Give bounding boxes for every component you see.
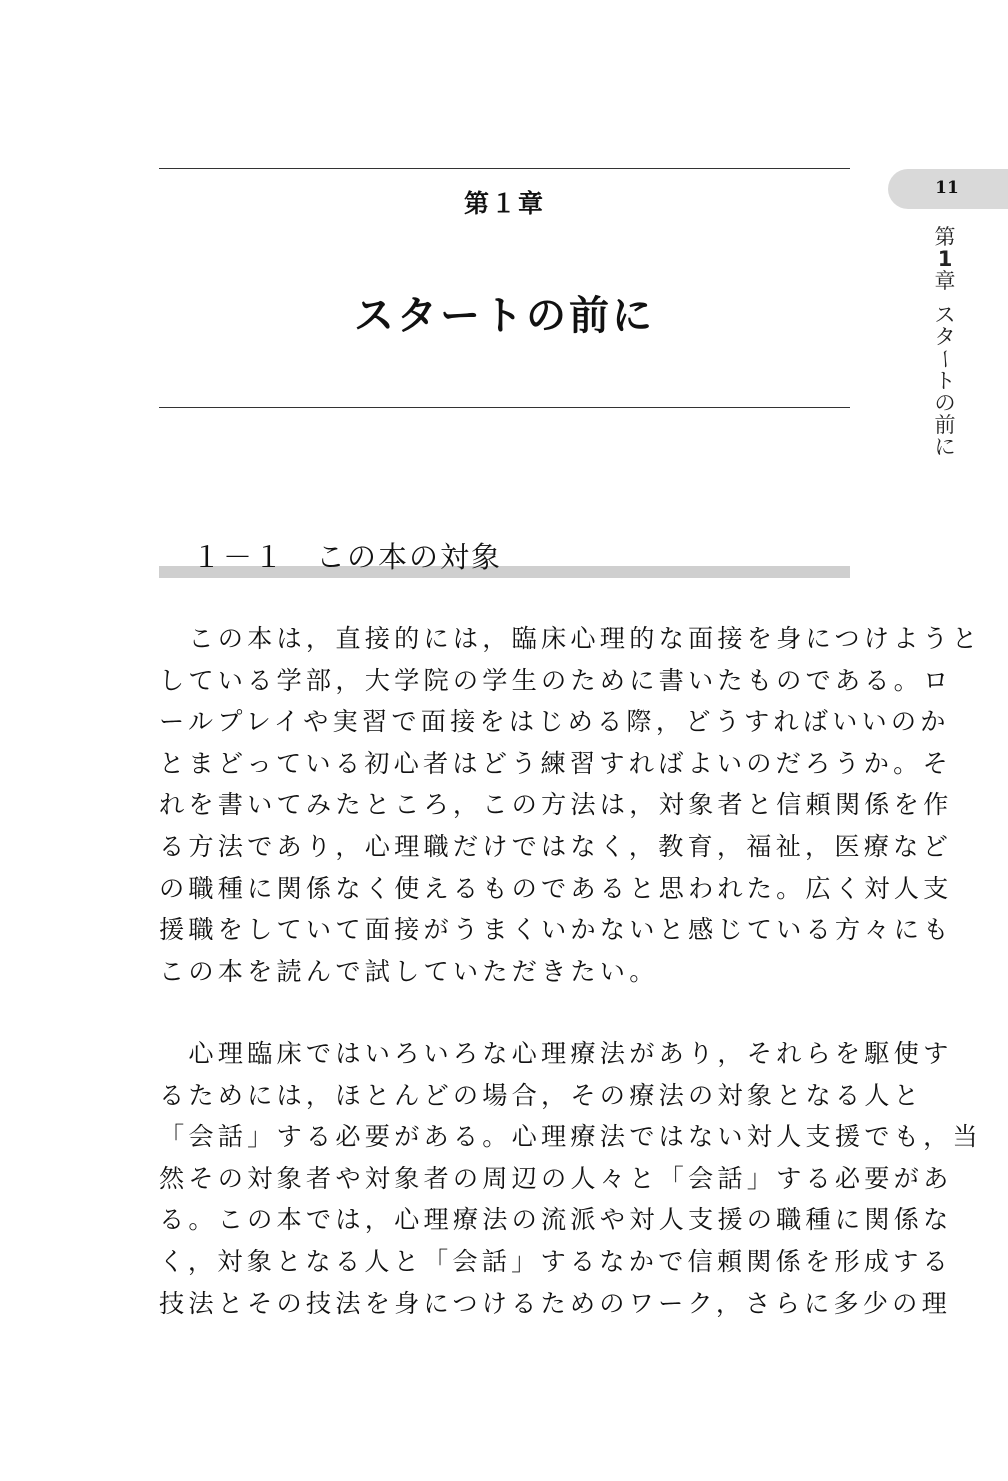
text-line: 心理臨床ではいろいろな心理療法があり，それらを駆使す <box>159 1039 953 1068</box>
paragraph-2 <box>159 1033 982 1324</box>
chapter-label: 第１章 <box>463 189 545 218</box>
text-line: れを書いてみたところ，この方法は，対象者と信頼関係を作 <box>159 790 953 820</box>
text-line: ールプレイや実習で面接をはじめる際，どうすればいいのか <box>159 707 950 737</box>
paragraph-1 <box>159 618 982 992</box>
chapter-title: スタートの前に <box>354 292 655 339</box>
chapter-rule-top <box>159 168 850 169</box>
text-line: とまどっている初心者はどう練習すればよいのだろうか。そ <box>159 748 952 778</box>
text-line: の職種に関係なく使えるものであると思われた。広く対人支 <box>159 873 953 903</box>
text-line: る方法であり，心理職だけではなく，教育，福祉，医療など <box>159 831 952 861</box>
text-line: 援職をしていて面接がうまくいかないと感じている方々にも <box>159 915 953 945</box>
page-number: 11 <box>935 178 959 198</box>
running-head-vertical <box>931 226 959 458</box>
running-head-char: 第 <box>934 225 956 249</box>
running-head-char: の <box>934 391 956 415</box>
running-head-char: ス <box>934 303 956 327</box>
running-head-char: に <box>934 435 956 459</box>
running-head-char: 1 <box>937 247 953 271</box>
text-line: している学部，大学院の学生のために書いたものである。ロ <box>159 665 953 695</box>
running-head-char: 章 <box>934 269 956 293</box>
running-head-char: 前 <box>934 413 956 437</box>
text-line: るためには，ほとんどの場合，その療法の対象となる人と <box>159 1080 924 1110</box>
text-line: 然その対象者や対象者の周辺の人々と「会話」する必要があ <box>159 1163 953 1193</box>
running-head-char: ー <box>933 348 957 370</box>
text-line: る。この本では，心理療法の流派や対人支援の職種に関係な <box>159 1205 953 1235</box>
text-line: く，対象となる人と「会話」するなかで信頼関係を形成する <box>159 1246 952 1276</box>
section-heading: １－１ この本の対象 <box>192 540 503 574</box>
text-line: 「会話」する必要がある。心理療法ではない対人支援でも，当 <box>159 1122 982 1152</box>
text-line: この本は，直接的には，臨床心理的な面接を身につけようと <box>159 624 982 653</box>
text-line: この本を読んで試していただきたい。 <box>159 956 659 986</box>
text-line: 技法とその技法を身につけるためのワーク，さらに多少の理 <box>159 1288 951 1318</box>
chapter-rule-bottom <box>159 407 850 408</box>
running-head-char: タ <box>934 325 956 349</box>
running-head-char: ト <box>934 369 956 393</box>
